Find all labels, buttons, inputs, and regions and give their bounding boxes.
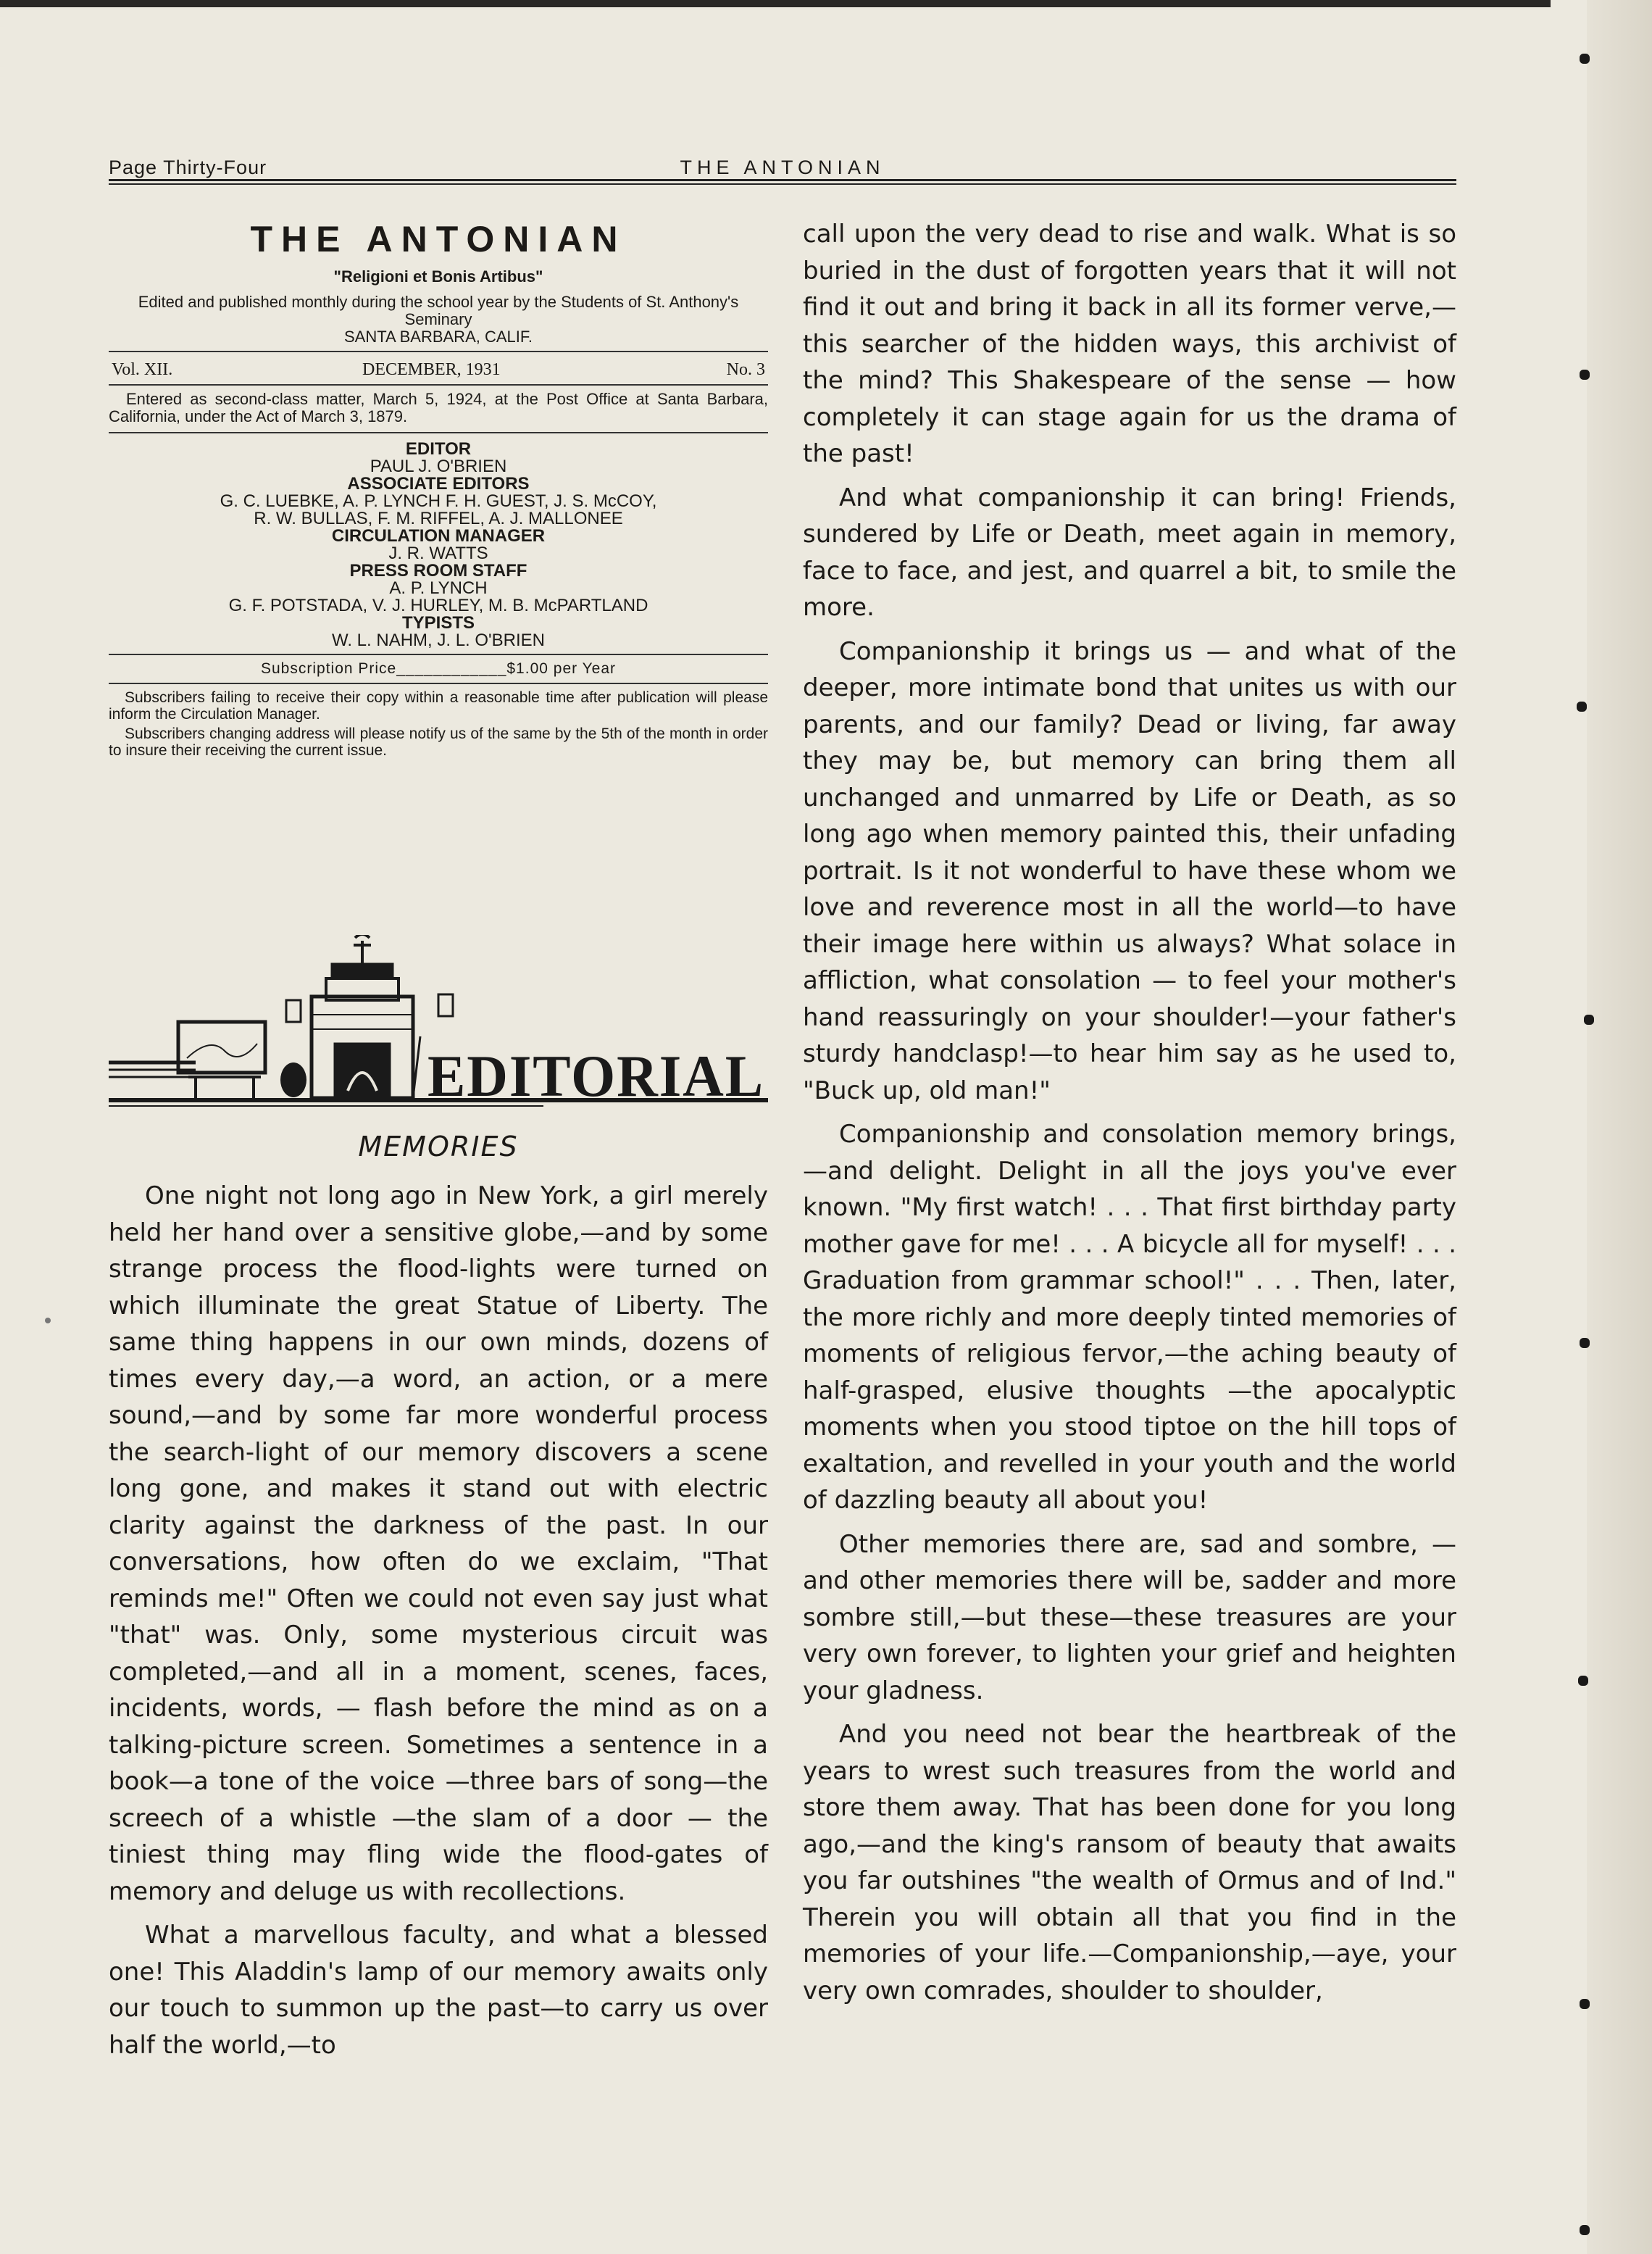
masthead-location: SANTA BARBARA, CALIF. xyxy=(343,328,533,346)
article-right-column xyxy=(803,216,1456,2009)
circulation-heading: CIRCULATION MANAGER xyxy=(331,526,546,546)
issue-number: No. 3 xyxy=(726,360,765,379)
masthead-motto: "Religioni et Bonis Artibus" xyxy=(333,267,543,286)
subscriber-notice: Subscribers failing to receive their copy within a reasonable time after publication will please inform the Circulation Manager. xyxy=(109,689,768,723)
issue-date: DECEMBER, 1931 xyxy=(362,360,501,379)
volume-label: Vol. XII. xyxy=(112,360,173,379)
associate-editors-line: G. C. LUEBKE, A. P. LYNCH F. H. GUEST, J. S. McCOY, xyxy=(220,491,657,511)
banner-lettering: EDITORIAL xyxy=(427,1043,764,1109)
binding-hole xyxy=(1580,1999,1590,2009)
masthead-edited-line: Edited and published monthly during the school year by the Students of St. Anthony's Seminary xyxy=(138,293,739,328)
binding-hole xyxy=(1584,1015,1594,1025)
subscription-price: Subscription Price____________$1.00 per Year xyxy=(260,660,616,677)
page-number: Page Thirty-Four xyxy=(109,157,267,178)
editorial-banner xyxy=(109,935,768,1113)
article-paragraph: Companionship and consolation memory brings,—and delight. Delight in all the joys you've ever known. "My first watch! . . . That first birthday party mother gave for me! . . . A bicycle all for myself! . . . Graduation from grammar school!" . . . Then, later, the more richly and more deeply tinted memories of moments of religious fervor,—the aching beauty of half-grasped, elusive thoughts —the apocalyptic moments when you stood tiptoe on the hill tops of exaltation, and revelled in your youth and the world of dazzling beauty all about you! xyxy=(803,1120,1456,1515)
page-top-edge xyxy=(0,0,1551,7)
article-left-column xyxy=(109,1178,768,2063)
editor-heading: EDITOR xyxy=(405,439,472,459)
article-paragraph: Companionship it brings us — and what of the deeper, more intimate bond that unites us with our parents, and our family? Dead or living, far away they may be, but memory can bring them all unchanged and unmarred by Life or Death, as so long ago when memory painted this, their unfading portrait. Is it not wonderful to have these whom we love and reverence most in all the world—to have their image here within us always? What solace in affliction, what consolation — to feel your mother's hand reassuringly on your shoulder!—your father's sturdy handclasp!—to hear him say as he used to, "Buck up, old man!" xyxy=(803,636,1456,1105)
divider xyxy=(109,384,768,386)
divider xyxy=(109,351,768,352)
divider xyxy=(109,432,768,433)
binding-hole xyxy=(1580,1338,1590,1348)
associate-editors-heading: ASSOCIATE EDITORS xyxy=(347,474,530,494)
associate-editors-line: R. W. BULLAS, F. M. RIFFEL, A. J. MALLONEE xyxy=(254,509,623,528)
binding-hole xyxy=(1580,54,1590,64)
press-room-line: A. P. LYNCH xyxy=(389,578,488,598)
typists-names: W. L. NAHM, J. L. O'BRIEN xyxy=(332,631,545,650)
header-rule xyxy=(109,179,1456,181)
article-title: MEMORIES xyxy=(358,1131,519,1163)
editor-name: PAUL J. O'BRIEN xyxy=(370,457,507,476)
volume-row xyxy=(109,357,768,379)
circulation-name: J. R. WATTS xyxy=(388,544,488,563)
typists-heading: TYPISTS xyxy=(401,613,475,633)
masthead xyxy=(109,207,768,762)
article-paragraph: What a marvellous faculty, and what a blessed one! This Aladdin's lamp of our memory awaits only our touch to summon up the past—to carry us over half the world,—to xyxy=(109,1921,768,2060)
header-rule xyxy=(109,183,1456,185)
header-publication-name: THE ANTONIAN xyxy=(680,157,885,178)
binding-hole xyxy=(1577,702,1587,712)
article-paragraph: Other memories there are, sad and sombre, —and other memories there will be, sadder and more sombre still,—but these—these treasures are your very own forever, to lighten your grief and heighten your gladness. xyxy=(803,1529,1456,1705)
running-header xyxy=(109,154,1456,183)
binding-hole xyxy=(1580,2225,1590,2235)
page-right-margin xyxy=(1587,0,1652,2254)
binding-hole xyxy=(1580,370,1590,380)
paper-speck xyxy=(45,1318,51,1323)
entry-notice: Entered as second-class matter, March 5, 1924, at the Post Office at Santa Barbara, California, under the Act of March 3, 1879. xyxy=(109,390,768,425)
article-paragraph: And you need not bear the heartbreak of the years to wrest such treasures from the world and store them away. That has been done for you long ago,—and the king's ransom of beauty that awaits you far outshines "the wealth of Ormus and of Ind." Therein you will obtain all that you find in the memories of your life.—Companionship,—aye, your very own comrades, shoulder to shoulder, xyxy=(803,1720,1456,2005)
article-paragraph: call upon the very dead to rise and walk. What is so buried in the dust of forgotten years that it will not find it out and bring it back in all its former verve,—this searcher of the hidden ways, this archivist of the mind? This Shakespeare of the sense — how completely it can stage again for us the drama of the past! xyxy=(803,220,1456,468)
article-paragraph: One night not long ago in New York, a girl merely held her hand over a sensitive globe,—and by some strange process the flood-lights were turned on which illuminate the great Statue of Liberty. The same thing happens in our own minds, dozens of times every day,—a word, an action, or a mere sound,—and by some far more wonderful process the search-light of our memory discovers a scene long gone, and makes it stand out with electric clarity against the darkness of the past. In our conversations, how often do we exclaim, "That reminds me!" Often we could not even say just what "that" was. Only, some mysterious circuit was completed,—and all in a moment, scenes, faces, incidents, words, — flash before the mind as on a talking-picture screen. Sometimes a sentence in a book—a tone of the voice —three bars of song—the screech of a whistle —the slam of a door — the tiniest thing may fling wide the flood-gates of memory and deluge us with recollections. xyxy=(109,1181,768,1906)
article-paragraph: And what companionship it can bring! Friends, sundered by Life or Death, meet again in memory, face to face, and jest, and quarrel a bit, to smile the more. xyxy=(803,483,1456,622)
divider xyxy=(109,683,768,684)
binding-hole xyxy=(1578,1676,1588,1686)
masthead-title: THE ANTONIAN xyxy=(250,219,627,259)
press-room-heading: PRESS ROOM STAFF xyxy=(349,561,527,581)
press-room-line: G. F. POTSTADA, V. J. HURLEY, M. B. McPARTLAND xyxy=(228,596,648,615)
subscriber-notice: Subscribers changing address will please notify us of the same by the 5th of the month in order to insure their receiving the current issue. xyxy=(109,725,768,759)
divider xyxy=(109,654,768,655)
